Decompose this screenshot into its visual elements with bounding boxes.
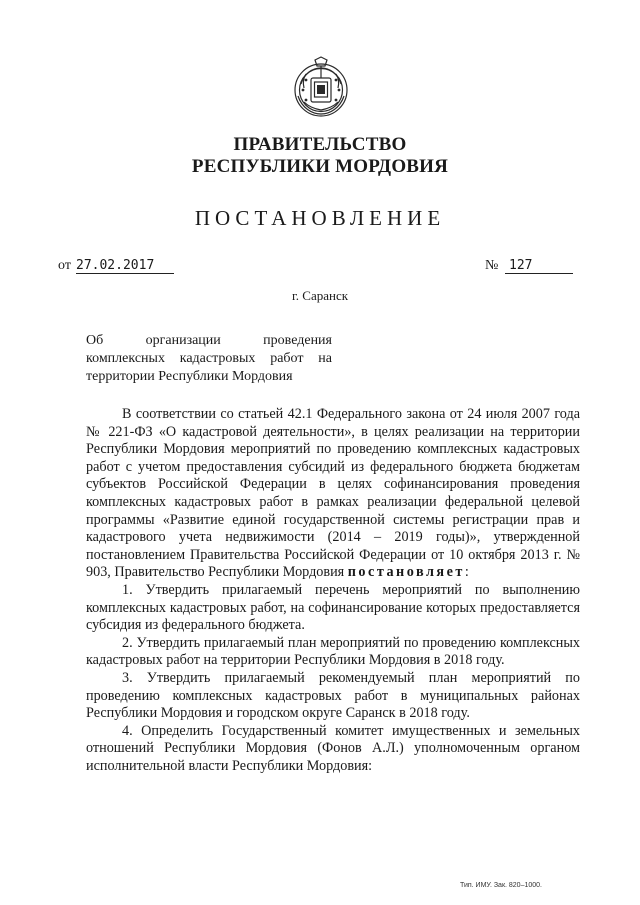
document-number: 127 [505, 258, 573, 274]
org-name-line1: ПРАВИТЕЛЬСТВО [233, 134, 407, 155]
org-name-line2: РЕСПУБЛИКИ МОРДОВИЯ [191, 156, 449, 177]
decree-colon: : [464, 564, 469, 581]
document-type-title: ПОСТАНОВЛЕНИЕ [194, 206, 446, 230]
subject-line: комплексных кадастровых работ на [86, 351, 332, 366]
document-subject [86, 332, 332, 386]
item-paragraph: 2. Утвердить прилагаемый план мероприятий по проведению комплексных кадастровых работ на территории Республики Мордовия в 2018 году. [86, 634, 580, 669]
city-name: г. Саранск [291, 288, 349, 303]
subject-line: территории Республики Мордовия [86, 369, 293, 384]
date-label: от [58, 258, 71, 273]
preamble-paragraph [86, 406, 580, 582]
coat-of-arms-emblem-icon [292, 56, 350, 118]
decree-word: постановляет [347, 564, 465, 581]
number-label: № [485, 258, 499, 273]
item-paragraph: 4. Определить Государственный комитет имущественных и земельных отношений Республики Мордовия (Фонов А.Л.) уполномоченным органом исполнительной власти Республики Мордовия: [86, 722, 580, 774]
subject-line: Об организации проведения [86, 333, 332, 348]
document-body [86, 406, 580, 775]
preamble-text: В соответствии со статьей 42.1 Федерального закона от 24 июля 2007 года № 221-ФЗ «О кадастровой деятельности», в целях реализации на территории Республики Мордовия мероприятий по проведению комплексных кадастровых работ с учетом предоставления субсидий из федерального бюджета бюджетам субъектов Российской Федерации в целях софинансирования проведения комплексных кадастровых работ в рамках реализации федеральной целевой программы «Развитие единой государственной системы регистрации прав и кадастрового учета недвижимости (2014 – 2019 годы)», утвержденной постановлением Правительства Российской Федерации от 10 октября 2013 г. № 903, Правительство Республики Мордовия [86, 406, 580, 581]
document-date: 27.02.2017 [76, 258, 174, 274]
item-paragraph: 3. Утвердить прилагаемый рекомендуемый план мероприятий по проведению комплексных кадастровых работ в муниципальных районах Республики Мордовия и городском округе Саранск в 2018 году. [86, 669, 580, 722]
print-mark: Тип. ИМУ. Зак. 820–1000. [460, 882, 542, 889]
item-paragraph: 1. Утвердить прилагаемый перечень мероприятий по выполнению комплексных кадастровых работ, на софинансирование которых предоставляется субсидия из федерального бюджета. [86, 581, 580, 634]
